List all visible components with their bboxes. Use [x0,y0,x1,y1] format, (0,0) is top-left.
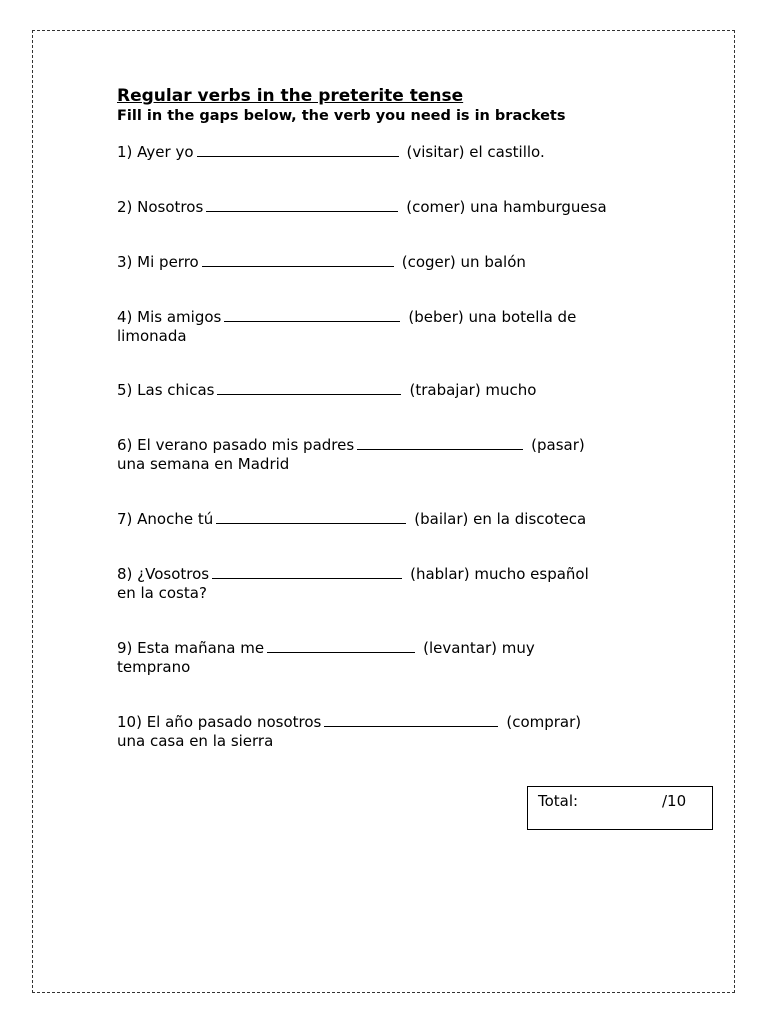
question-verb-hint: (coger) un balón [401,253,526,271]
question-verb-hint: (beber) una botella de [408,308,577,326]
question-verb-hint: (visitar) el castillo. [406,143,545,161]
question-verb-hint: (trabajar) mucho [409,381,537,399]
question-9 [117,638,657,677]
total-value: /10 [662,792,687,810]
question-prompt: 1) Ayer yo [117,143,194,161]
question-prompt: 4) Mis amigos [117,308,222,326]
question-prompt: 6) El verano pasado mis padres [117,436,355,454]
question-prompt: 8) ¿Vosotros [117,565,210,583]
total-label: Total: [538,792,579,810]
answer-blank[interactable] [324,712,498,727]
answer-blank[interactable] [267,638,415,653]
answer-blank[interactable] [224,307,400,322]
answer-blank[interactable] [216,509,406,524]
question-prompt: 2) Nosotros [117,198,204,216]
question-8 [117,564,657,603]
answer-blank[interactable] [206,197,398,212]
question-10 [117,712,657,751]
question-6 [117,435,657,474]
question-verb-hint: (comer) una hamburguesa [406,198,607,216]
answer-blank[interactable] [212,564,402,579]
question-prompt: 5) Las chicas [117,381,215,399]
question-continuation: en la costa? [117,584,207,602]
question-verb-hint: (bailar) en la discoteca [414,510,587,528]
question-verb-hint: (comprar) [506,713,582,731]
question-prompt: 9) Esta mañana me [117,639,265,657]
question-1 [117,142,657,162]
question-verb-hint: (hablar) mucho español [410,565,589,583]
question-5 [117,380,657,400]
answer-blank[interactable] [357,435,523,450]
question-prompt: 10) El año pasado nosotros [117,713,322,731]
question-continuation: una semana en Madrid [117,455,290,473]
question-prompt: 3) Mi perro [117,253,199,271]
answer-blank[interactable] [217,380,401,395]
question-continuation: una casa en la sierra [117,732,274,750]
question-verb-hint: (levantar) muy [423,639,535,657]
question-2 [117,197,657,217]
worksheet-header [117,86,677,125]
question-7 [117,509,657,529]
answer-blank[interactable] [197,142,399,157]
answer-blank[interactable] [202,252,394,267]
question-continuation: temprano [117,658,191,676]
question-4 [117,307,657,346]
question-3 [117,252,657,272]
total-score-box [527,786,713,830]
question-verb-hint: (pasar) [531,436,585,454]
question-continuation: limonada [117,327,187,345]
worksheet-instructions: Fill in the gaps below, the verb you need is in brackets [117,108,566,124]
question-prompt: 7) Anoche tú [117,510,214,528]
worksheet-title: Regular verbs in the preterite tense [117,86,464,106]
